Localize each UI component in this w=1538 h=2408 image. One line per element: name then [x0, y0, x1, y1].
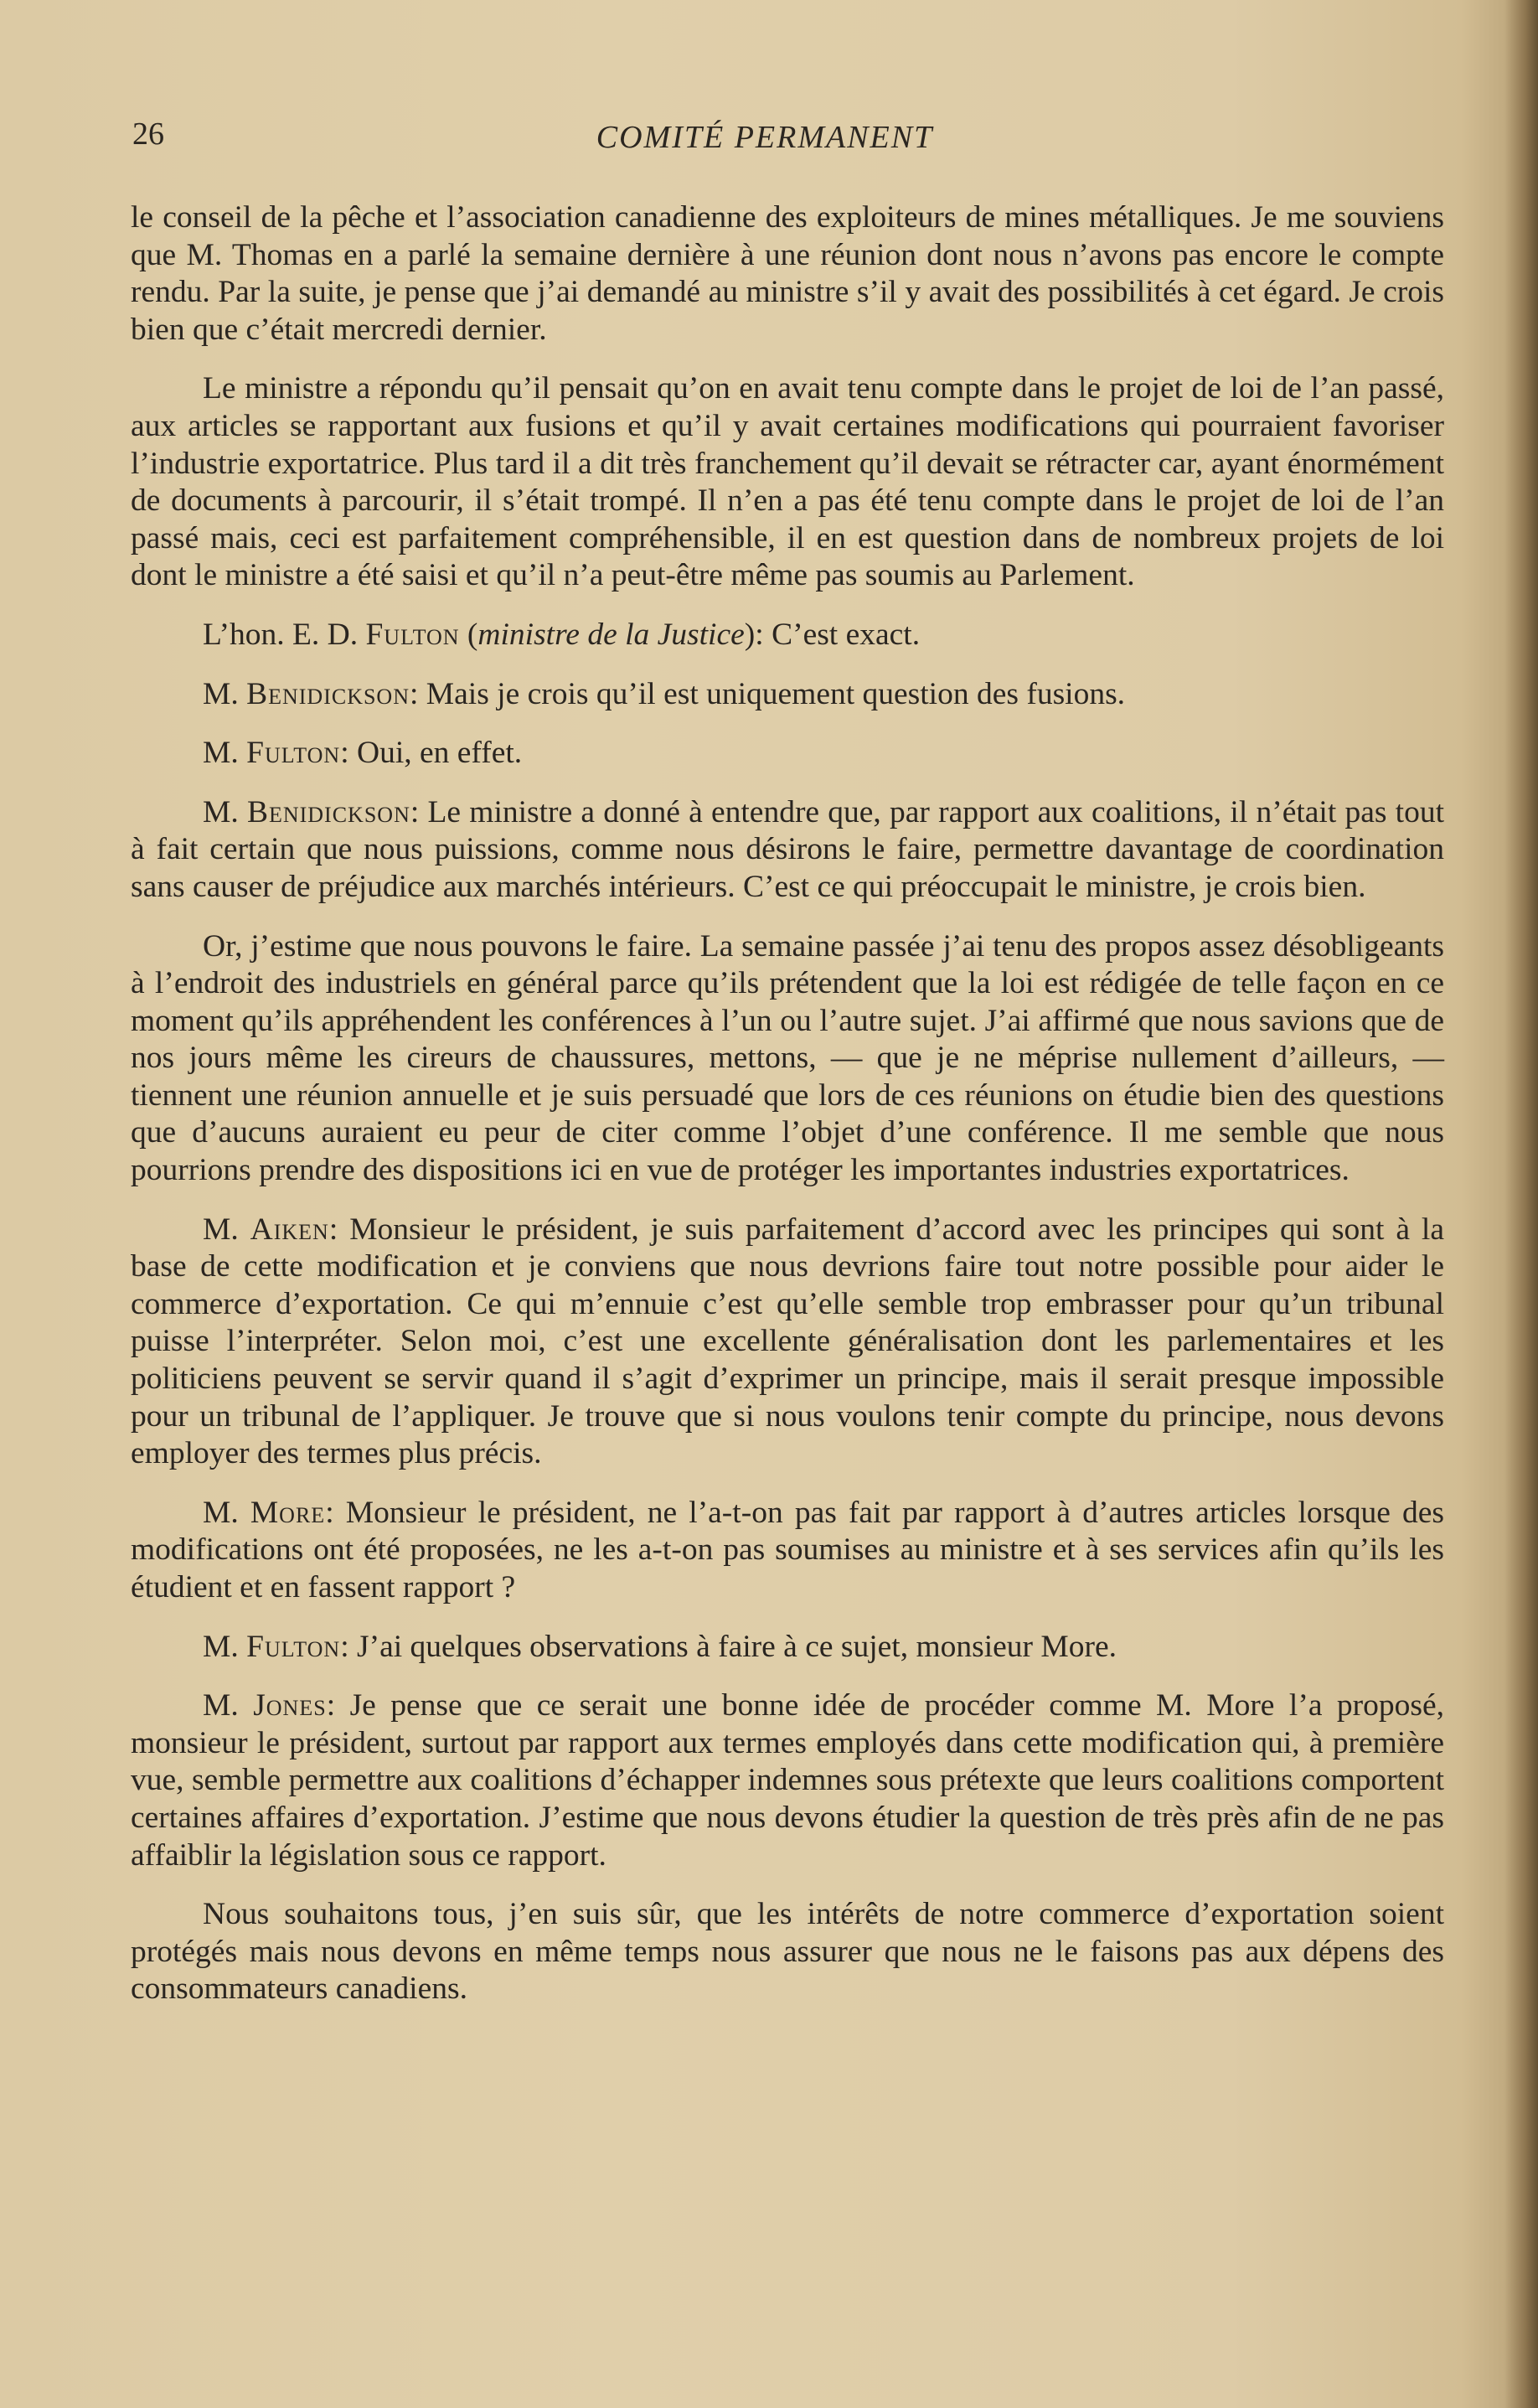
paragraph	[131, 199, 1444, 349]
page-header	[132, 116, 1448, 166]
speaker-prefix: M.	[203, 1629, 247, 1664]
running-head: COMITÉ PERMANENT	[596, 120, 934, 155]
paragraph	[131, 1896, 1444, 2008]
paragraph-text: le conseil de la pêche et l’association canadienne des exploiteurs de mines métalliques. Je me souviens que M. Thomas en a parlé la semaine dernière à une réunion dont nous n’avons pas encore le compte rendu. Par la suite, je pense que j’ai demandé au ministre s’il y avait des possibilités à cet égard. Je crois bien que c’était mercredi dernier.	[131, 200, 1444, 347]
speaker-name: Fulton	[246, 736, 341, 771]
speaker-name: Jones	[253, 1688, 327, 1723]
speaker-name: Aiken	[250, 1212, 329, 1247]
speaker-prefix: M.	[203, 1212, 250, 1247]
speaker-prefix: L’hon. E. D.	[203, 617, 366, 652]
speech-paragraph: M. Benidickson: Le ministre a donné à entendre que, par rapport aux coalitions, il n’était pas tout à fait certain que nous puissions, comme nous désirons le faire, permettre davantage de coordination sans causer de préjudice aux marchés intérieurs. C’est ce qui préoccupait le ministre, je crois bien.	[131, 794, 1445, 904]
speech-text: J’ai quelques observations à faire à ce sujet, monsieur More.	[356, 1629, 1117, 1664]
speech-paragraph: M. Jones: Je pense que ce serait une bonne idée de procéder comme M. More l’a proposé, monsieur le président, surtout par rapport aux termes employés dans cette modification qui, à première vue, semble permettre aux coalitions d’échapper indemnes sous prétexte que leurs coalitions comportent certaines affaires d’exportation. J’estime que nous devons étudier la question de très près afin de ne pas affaiblir la législation sous ce rapport.	[131, 1688, 1445, 1873]
speaker-name: Fulton	[365, 617, 460, 652]
paragraph	[131, 928, 1444, 1190]
speech-text: C’est exact.	[772, 617, 921, 652]
speaker-prefix: M.	[203, 1495, 250, 1530]
speech-paragraph: L’hon. E. D. Fulton (ministre de la Justice): C’est exact.	[203, 617, 921, 652]
paragraph-text: Nous souhaitons tous, j’en suis sûr, que les intérêts de notre commerce d’exportation soient protégés mais nous devons en même temps nous assurer que nous ne le faisons pas aux dépens des consommateurs canadiens.	[131, 1897, 1444, 2007]
speech-paragraph: M. Benidickson: Mais je crois qu’il est uniquement question des fusions.	[203, 676, 1126, 711]
speaker-prefix: M.	[203, 676, 247, 711]
speaker-prefix: M.	[203, 794, 247, 829]
speech-text: Je pense que ce serait une bonne idée de procéder comme M. More l’a proposé, monsieur le président, surtout par rapport aux termes employés dans cette modification qui, à première vue, semble permettre aux coalitions d’échapper indemnes sous prétexte que leurs coalitions comportent certaines affaires d’exportation. J’estime que nous devons étudier la question de très près afin de ne pas affaiblir la législation sous ce rapport.	[131, 1688, 1445, 1873]
document-body	[131, 199, 1444, 2030]
page-number: 26	[132, 116, 164, 152]
speech-text: Mais je crois qu’il est uniquement question des fusions.	[426, 676, 1126, 711]
speech-paragraph: M. More: Monsieur le président, ne l’a-t-on pas fait par rapport à d’autres articles lorsque des modifications ont été proposées, ne les a-t-on pas soumises au ministre et à ses services afin qu’ils les étudient et en fassent rapport ?	[131, 1495, 1444, 1604]
paragraph-text: Le ministre a répondu qu’il pensait qu’on en avait tenu compte dans le projet de loi de l’an passé, aux articles se rapportant aux fusions et qu’il y avait certaines modifications qui pourraient favoriser l’industrie exportatrice. Plus tard il a dit très franchement qu’il devait se rétracter car, ayant énormément de documents à parcourir, il s’était trompé. Il n’en a pas été tenu compte dans le projet de loi de l’an passé mais, ceci est parfaitement compréhensible, il en est question dans de nombreux projets de loi dont le ministre a été saisi et qu’il n’a peut-être même pas soumis au Parlement.	[131, 371, 1444, 593]
speaker-name: Benidickson	[246, 676, 410, 711]
paragraph-text: Or, j’estime que nous pouvons le faire. La semaine passée j’ai tenu des propos assez désobligeants à l’endroit des industriels en général parce qu’ils prétendent que la loi est rédigée de telle façon en ce moment qu’ils appréhendent les conférences à l’un ou l’autre sujet. J’ai affirmé que nous savions que de nos jours même les cireurs de chaussures, mettons, — que je ne méprise nullement d’ailleurs, — tiennent une réunion annuelle et je suis persuadé que lors de ces réunions on étudie bien des questions que d’aucuns auraient eu peur de citer comme l’objet d’une conférence. Il me semble que nous pourrions prendre des dispositions ici en vue de protéger les importantes industries exportatrices.	[131, 928, 1444, 1188]
speech-text: Oui, en effet.	[356, 736, 523, 771]
speech-text: Monsieur le président, ne l’a-t-on pas fait par rapport à d’autres articles lorsque des modifications ont été proposées, ne les a-t-on pas soumises au ministre et à ses services afin qu’ils les étudient et en fassent rapport ?	[131, 1495, 1444, 1604]
paragraph	[131, 370, 1444, 595]
speech-text: Monsieur le président, je suis parfaitement d’accord avec les principes qui sont à la base de cette modification et je conviens que nous devrions faire tout notre possible pour aider le commerce d’exportation. Ce qui m’ennuie c’est qu’elle semble trop embrasser pour qu’un tribunal puisse l’interpréter. Selon moi, c’est une excellente généralisation dont les parlementaires et les politiciens peuvent se servir quand il s’agit d’exprimer un principe, mais il serait presque impossible pour un tribunal de l’appliquer. Je trouve que si nous voulons tenir compte du principe, nous devons employer des termes plus précis.	[131, 1212, 1444, 1471]
page-edge-shadow	[1504, 0, 1538, 2408]
speaker-name: Fulton	[246, 1629, 341, 1664]
speaker-name: More	[250, 1495, 326, 1530]
speech-paragraph: M. Aiken: Monsieur le président, je suis parfaitement d’accord avec les principes qui sont à la base de cette modification et je conviens que nous devrions faire tout notre possible pour aider le commerce d’exportation. Ce qui m’ennuie c’est qu’elle semble trop embrasser pour qu’un tribunal puisse l’interpréter. Selon moi, c’est une excellente généralisation dont les parlementaires et les politiciens peuvent se servir quand il s’agit d’exprimer un principe, mais il serait presque impossible pour un tribunal de l’appliquer. Je trouve que si nous voulons tenir compte du principe, nous devons employer des termes plus précis.	[131, 1212, 1444, 1471]
speech-paragraph: M. Fulton: J’ai quelques observations à faire à ce sujet, monsieur More.	[203, 1629, 1117, 1664]
speaker-role: ministre de la Justice	[477, 617, 745, 652]
speech-text: Le ministre a donné à entendre que, par rapport aux coalitions, il n’était pas tout à fait certain que nous puissions, comme nous désirons le faire, permettre davantage de coordination sans causer de préjudice aux marchés intérieurs. C’est ce qui préoccupait le ministre, je crois bien.	[131, 794, 1445, 904]
speaker-prefix: M.	[203, 1688, 254, 1723]
speaker-prefix: M.	[203, 736, 247, 771]
speaker-name: Benidickson	[246, 794, 410, 829]
speech-paragraph: M. Fulton: Oui, en effet.	[203, 736, 523, 771]
